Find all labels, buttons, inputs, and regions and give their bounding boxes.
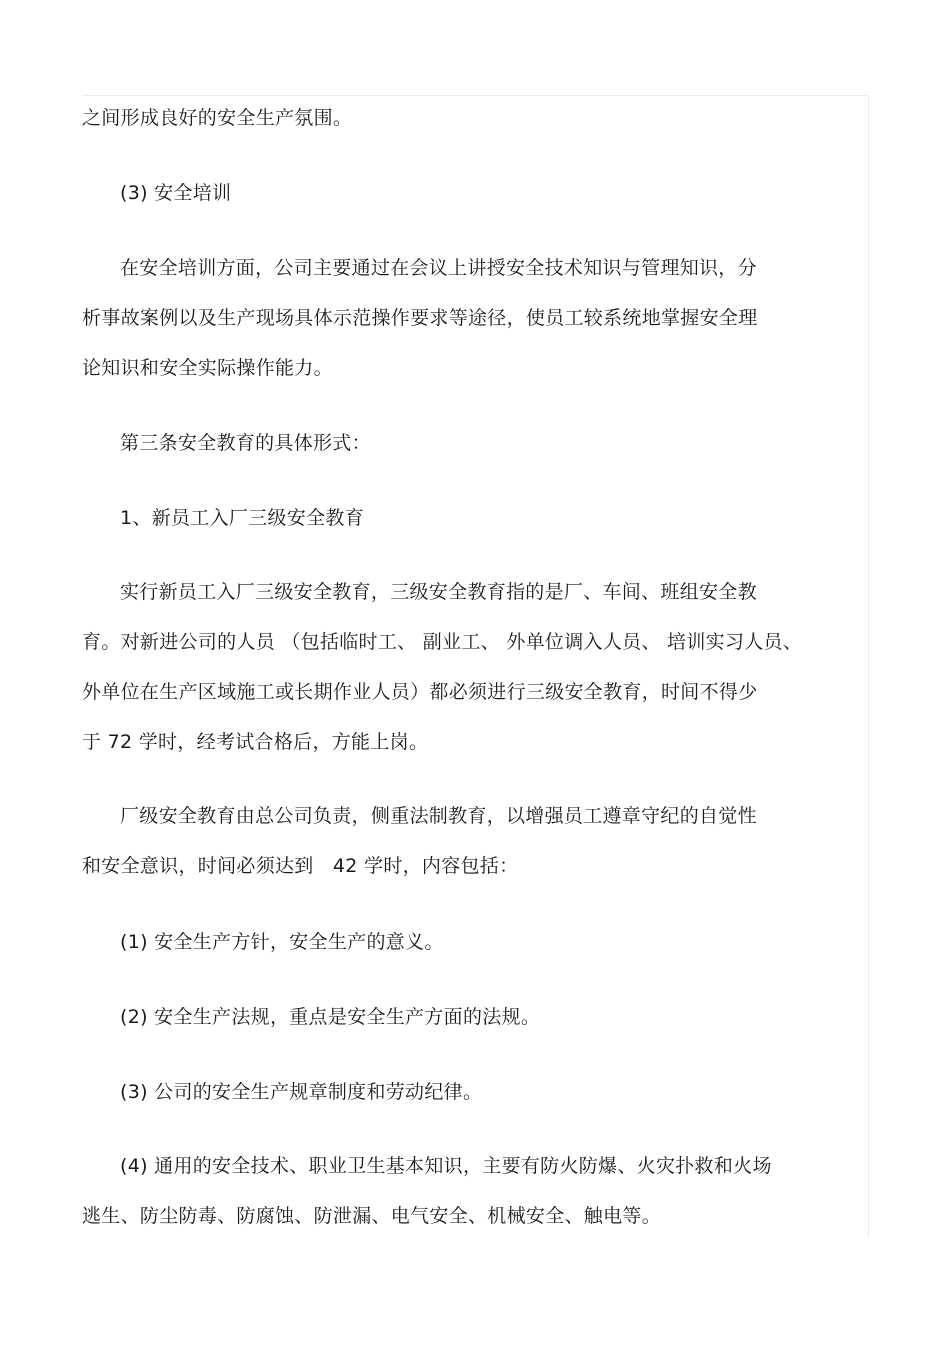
paragraph-line: 外单位在生产区域施工或长期作业人员）都必须进行三级安全教育，时间不得少	[82, 681, 758, 703]
paragraph-line: 实行新员工入厂三级安全教育，三级安全教育指的是厂、车间、班组安全教	[120, 581, 757, 603]
page-top-border	[82, 95, 869, 96]
list-item: (2) 安全生产法规，重点是安全生产方面的法规。	[120, 1006, 541, 1028]
section-heading-safety-training: (3) 安全培训	[120, 182, 232, 204]
list-item: (3) 公司的安全生产规章制度和劳动纪律。	[120, 1081, 483, 1103]
paragraph-line: 之间形成良好的安全生产氛围。	[82, 107, 353, 129]
paragraph-line: 育。对新进公司的人员 （包括临时工、 副业工、 外单位调入人员、 培训实习人员、	[82, 631, 803, 653]
page-right-border	[868, 95, 869, 1238]
article-heading: 第三条安全教育的具体形式：	[120, 432, 371, 454]
list-item-continuation: 逃生、防尘防毒、防腐蚀、防泄漏、电气安全、机械安全、触电等。	[82, 1205, 662, 1227]
paragraph-line: 析事故案例以及生产现场具体示范操作要求等途径，使员工较系统地掌握安全理	[82, 307, 758, 329]
paragraph-line: 和安全意识，时间必须达到 42 学时，内容包括：	[82, 855, 519, 877]
paragraph-line: 厂级安全教育由总公司负责，侧重法制教育，以增强员工遵章守纪的自觉性	[120, 805, 757, 827]
list-item: (4) 通用的安全技术、职业卫生基本知识，主要有防火防爆、火灾扑救和火场	[120, 1155, 772, 1177]
list-item: (1) 安全生产方针，安全生产的意义。	[120, 931, 444, 953]
subsection-heading: 1、新员工入厂三级安全教育	[120, 507, 364, 529]
paragraph-line: 在安全培训方面，公司主要通过在会议上讲授安全技术知识与管理知识，分	[120, 257, 757, 279]
paragraph-line: 论知识和安全实际操作能力。	[82, 357, 333, 379]
paragraph-line: 于 72 学时，经考试合格后，方能上岗。	[82, 731, 429, 753]
